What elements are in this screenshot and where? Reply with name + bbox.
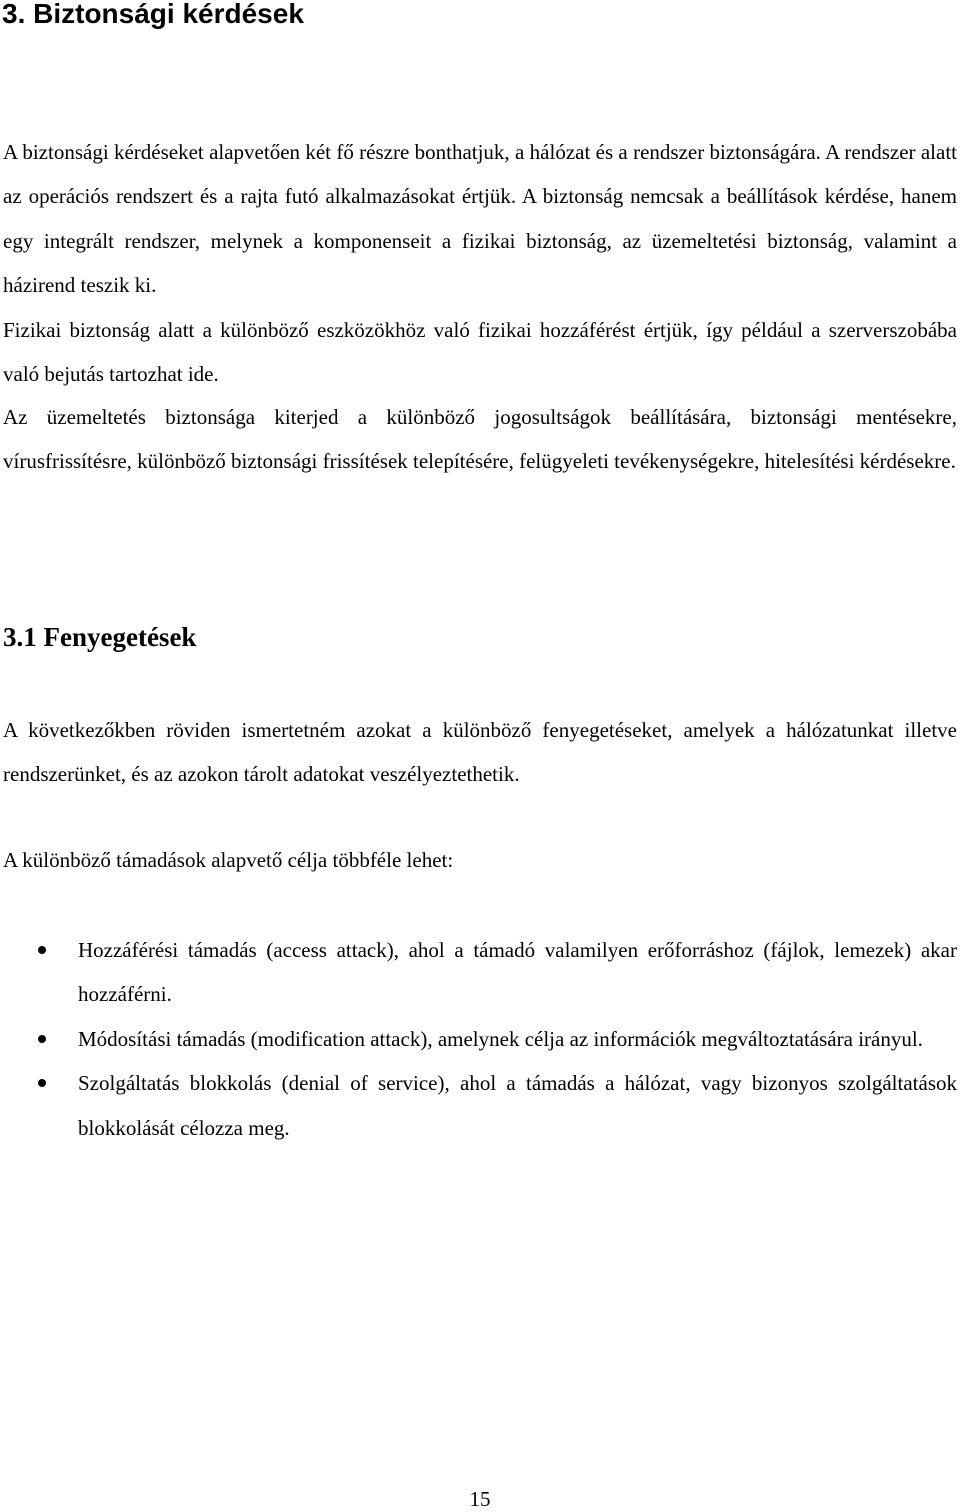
bullet-icon xyxy=(38,946,46,954)
section-heading: 3. Biztonsági kérdések xyxy=(2,0,304,29)
intro-paragraph-1: A biztonsági kérdéseket alapvetően két fő részre bonthatjuk, a hálózat és a rendszer biztonságára. A rendszer alatt az operációs rendszert és a rajta futó alkalmazásokat értjük. A biztonság nemcsak a beállítások kérdése, hanem egy integrált rendszer, melynek a komponenseit a fizikai biztonság, az üzemeltetési biztonság, valamint a házirend teszik ki. xyxy=(3,140,957,298)
list-item-denial-of-service xyxy=(0,1061,957,1150)
list-item-text: Hozzáférési támadás (access attack), ahol a támadó valamilyen erőforráshoz (fájlok, lemezek) akar hozzáférni. xyxy=(78,938,957,1007)
list-item-access-attack xyxy=(0,928,957,1017)
intro-paragraph-2: Fizikai biztonság alatt a különböző eszközökhöz való fizikai hozzáférést értjük, így például a szerverszobába való bejutás tartozhat ide. xyxy=(3,318,957,387)
list-item-modification-attack xyxy=(0,1017,957,1061)
bullet-icon xyxy=(38,1035,46,1043)
list-item-text: Módosítási támadás (modification attack), amelynek célja az információk megváltoztatására irányul. xyxy=(78,1026,923,1051)
subsection-heading: 3.1 Fenyegetések xyxy=(3,622,197,652)
attack-goals-paragraph: A különböző támadások alapvető célja többféle lehet: xyxy=(3,848,454,872)
intro-paragraph-3: Az üzemeltetés biztonsága kiterjed a különböző jogosultságok beállítására, biztonsági mentésekre, vírusfrissítésre, különböző biztonsági frissítések telepítésére, felügyeleti tevékenységekre, hitelesítési kérdésekre. xyxy=(3,405,957,474)
threat-intro-paragraph: A következőkben röviden ismertetném azokat a különböző fenyegetéseket, amelyek a hálózatunkat illetve rendszerünket, és az azokon tárolt adatokat veszélyeztethetik. xyxy=(3,718,957,787)
page-number: 15 xyxy=(469,1487,491,1511)
attack-types-list xyxy=(0,928,960,1150)
bullet-icon xyxy=(38,1079,46,1087)
list-item-text: Szolgáltatás blokkolás (denial of service), ahol a támadás a hálózat, vagy bizonyos szolgáltatások blokkolását célozza meg. xyxy=(78,1071,957,1140)
